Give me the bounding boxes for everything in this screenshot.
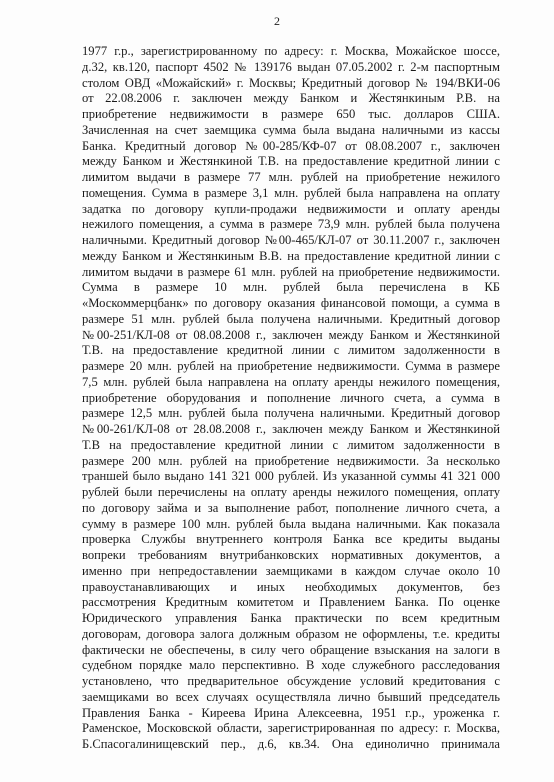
text-line: «Москоммерцбанк» по договору оказания финансовой помощи, а сумма в — [82, 296, 500, 310]
text-line: проверка Службы внутреннего контроля Банка все кредиты выданы — [82, 532, 500, 547]
text-line: Юридического управления Банка практически по всем кредитным — [82, 611, 500, 625]
text-line: 1977 г.р., зарегистрированному по адресу: г. Москва, Можайское шоссе, — [82, 44, 500, 58]
text-line: размере 12,5 млн. рублей была получена наличными. Кредитный договор — [82, 406, 500, 421]
text-line: лимитом выдачи в размере 77 млн. рублей на приобретение нежилого — [82, 170, 500, 184]
text-line: фактически не обеспечены, в силу чего обращение взыскания на залоги в — [82, 642, 500, 657]
text-line: Раменское, Московской области, зарегистрированная по адресу: г. Москва, — [82, 721, 500, 736]
text-line: приобретение недвижимости в размере 650 тыс. долларов США. — [82, 107, 500, 121]
text-line: Б.Спасогалинищевский пер., д.6, кв.34. Она единолично принимала — [82, 737, 500, 751]
text-line: заемщиками во всех случаях осуществляла лично бывший председатель — [82, 689, 500, 704]
text-line: Сумма в размере 10 млн. рублей была перечислена в КБ — [82, 280, 500, 295]
text-line: размере 20 млн. рублей на приобретение недвижимости. Сумма в размере — [82, 359, 500, 373]
text-line: д.32, кв.120, паспорт 4502 № 139176 выдан 07.05.2002 г. 2-м паспортным — [82, 59, 500, 74]
text-line: правоустанавливающих и иных необходимых документов, без — [82, 579, 500, 594]
text-line: судебном порядке мало перспективно. В ходе служебного расследования — [82, 658, 500, 673]
text-line: рассмотрения Кредитным комитетом и Правлением Банка. По оценке — [82, 595, 500, 610]
text-line: лимитом выдачи в размере 61 млн. рублей на приобретение недвижимости. — [82, 264, 500, 279]
text-line: столом ОВД «Можайский» г. Москвы; Кредитный договор № 194/ВКИ-06 — [82, 75, 500, 90]
page-number: 2 — [274, 14, 280, 28]
text-line: задатка по договору купли-продажи недвижимости и оплату аренды — [82, 201, 500, 216]
text-line: рублей были перечислены на оплату аренды нежилого помещения, оплату — [82, 485, 500, 499]
text-line: №00-261/КЛ-08 от 28.08.2008 г., заключен между Банком и Жестянкиной — [82, 422, 500, 436]
text-line: 7,5 млн. рублей была направлена на оплату аренды нежилого помещения, — [82, 374, 500, 389]
text-line: вопреки требованиям внутрибанковских нормативных документов, а — [82, 548, 500, 562]
text-line: между Банком и Жестянкиной Т.В. на предоставление кредитной линии с — [82, 154, 500, 169]
text-line: по договору займа и за выполнение работ, пополнение личного счета, а — [82, 500, 500, 515]
text-line: Правления Банка - Киреева Ирина Алексеевна, 1951 г.р., уроженка г. — [82, 705, 500, 720]
text-line: траншей было выдано 141 321 000 рублей. Из указанной суммы 41 321 000 — [82, 469, 500, 484]
text-line: размере 200 млн. рублей на приобретение недвижимости. За несколько — [82, 453, 500, 468]
text-line: именно при непредоставлении заемщиками в каждом случае около 10 — [82, 563, 500, 578]
text-line: установлено, что предварительное обсуждение условий кредитования с — [82, 674, 500, 688]
text-line: от 22.08.2006 г. заключен между Банком и Жестянкиным Р.В. на — [82, 91, 500, 106]
text-line: помещения. Сумма в размере 3,1 млн. рублей была направлена на оплату — [82, 185, 500, 200]
text-line: размере 51 млн. рублей была получена наличными. Кредитный договор — [82, 311, 500, 326]
text-line: Т.В на предоставление кредитной линии с лимитом задолженности в — [82, 437, 500, 452]
text-line: наличными. Кредитный договор №00-465/КЛ-07 от 30.11.2007 г., заключен — [82, 233, 500, 247]
text-line: №00-251/КЛ-08 от 08.08.2008 г., заключен между Банком и Жестянкиной — [82, 327, 500, 342]
text-line: договорам, договора залога должным образом не оформлены, т.е. кредиты — [82, 626, 500, 641]
text-line: нежилого помещения, а сумма в размере 73,9 млн. рублей была получена — [82, 217, 500, 232]
text-line: Зачисленная на счет заемщика сумма была выдана наличными из кассы — [82, 122, 500, 137]
text-line: приобретение оборудования и пополнение личного счета, а сумма в — [82, 390, 500, 405]
text-line: Банка. Кредитный договор №00-285/КФ-07 от 08.08.2007 г., заключен — [82, 138, 500, 153]
body-text — [82, 44, 500, 753]
text-line: сумму в размере 100 млн. рублей была выдана наличными. Как показала — [82, 516, 500, 531]
text-line: Т.В. на предоставление кредитной линии с лимитом задолженности в — [82, 343, 500, 358]
text-line: между Банком и Жестянкиным В.В. на предоставление кредитной линии с — [82, 248, 500, 263]
